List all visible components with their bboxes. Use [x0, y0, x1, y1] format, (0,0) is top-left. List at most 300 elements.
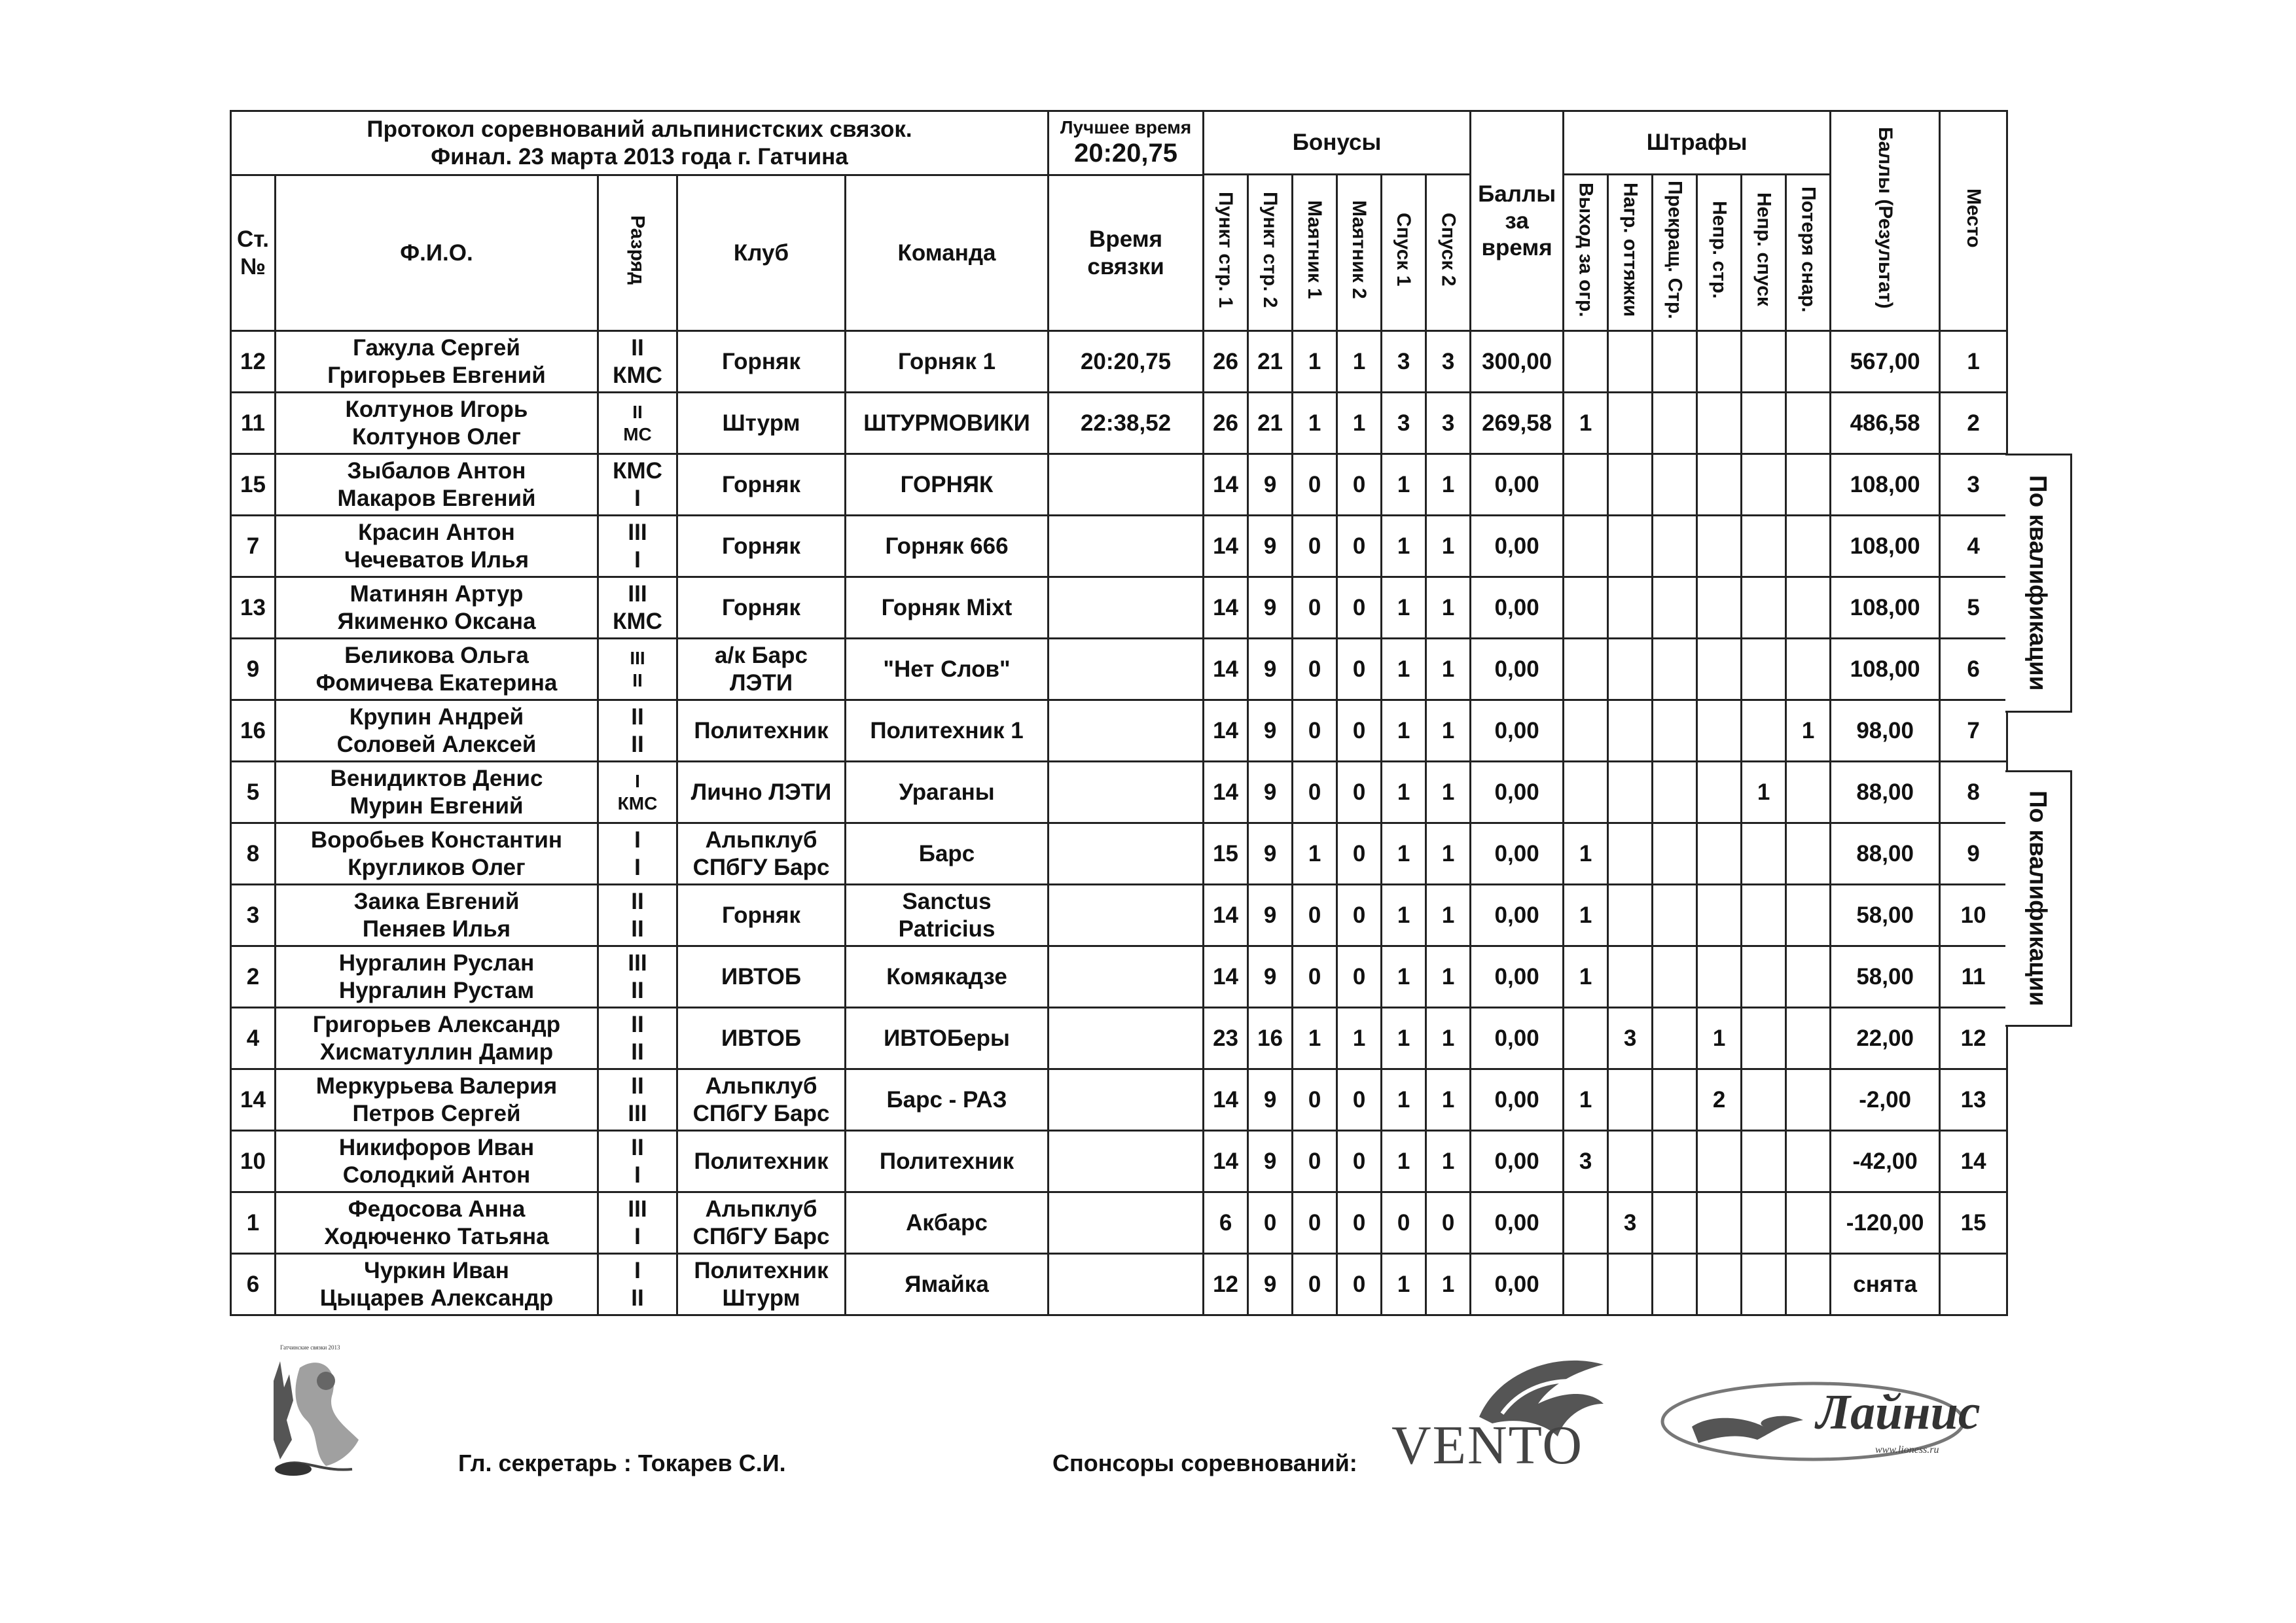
bonus-b3: 0 [1293, 700, 1337, 762]
rank-2: II [631, 916, 644, 942]
penalty-p4 [1697, 1131, 1742, 1192]
bonus-b2: 9 [1248, 946, 1293, 1008]
member-2: Нургалин Рустам [338, 977, 535, 1003]
bonus-b1: 14 [1204, 1069, 1248, 1131]
penalty-p3 [1653, 454, 1697, 516]
rank-2: I [634, 546, 641, 573]
bonus-b2: 9 [1248, 885, 1293, 946]
time-cell [1049, 762, 1204, 823]
bonus-b1: 14 [1204, 762, 1248, 823]
rank-1: III [628, 950, 647, 976]
bonus-b5: 1 [1382, 577, 1426, 639]
time-points-cell: 0,00 [1471, 639, 1564, 700]
time-cell [1049, 454, 1204, 516]
bonus-b5: 1 [1382, 823, 1426, 885]
result-cell: 98,00 [1831, 700, 1940, 762]
bonus-b1: 14 [1204, 454, 1248, 516]
bonus-b1: 23 [1204, 1008, 1248, 1069]
bonus-b1: 14 [1204, 946, 1248, 1008]
rank-1: III [628, 581, 647, 607]
place-cell: 10 [1940, 885, 2007, 946]
lines-wordmark: Лайнис [1816, 1385, 1981, 1440]
bonus-b2: 9 [1248, 454, 1293, 516]
club-name: Альпклуб СПбГУ Барс [692, 827, 830, 880]
rank-2: I [634, 854, 641, 880]
table-row [231, 1131, 2007, 1192]
bonus-b5: 3 [1382, 331, 1426, 393]
bonus-b6: 1 [1426, 885, 1471, 946]
time-points-cell: 0,00 [1471, 1069, 1564, 1131]
bonus-b6: 1 [1426, 700, 1471, 762]
secretary-signature: Гл. секретарь : Токарев С.И. [458, 1450, 786, 1476]
member-2: Петров Сергей [352, 1100, 521, 1126]
penalty-p6 [1786, 1254, 1831, 1315]
result-cell: 567,00 [1831, 331, 1940, 393]
start-number: 14 [231, 1069, 276, 1131]
col-time: Время связки [1049, 175, 1204, 331]
results-body [231, 331, 2007, 1315]
member-2: Пеняев Илья [362, 916, 511, 942]
table-row [231, 946, 2007, 1008]
penalty-p5 [1742, 1069, 1786, 1131]
club-cell [677, 762, 846, 823]
table-row [231, 762, 2007, 823]
place-cell: 4 [1940, 516, 2007, 577]
penalty-p2 [1608, 639, 1653, 700]
penalty-p5 [1742, 885, 1786, 946]
team-name: Горняк 666 [885, 533, 1009, 559]
penalty-p6 [1786, 393, 1831, 454]
penalty-p5 [1742, 454, 1786, 516]
rank-1: КМС [613, 458, 662, 484]
penalty-p5 [1742, 946, 1786, 1008]
team-name: ГОРНЯК [900, 471, 994, 497]
col-team: Команда [846, 175, 1049, 331]
team-members [276, 454, 598, 516]
bonus-b2: 9 [1248, 823, 1293, 885]
club-name: Политехник [694, 1148, 829, 1174]
result-cell: снята [1831, 1254, 1940, 1315]
bonus-b2: 21 [1248, 393, 1293, 454]
bonus-b4: 0 [1337, 1069, 1382, 1131]
club-cell [677, 454, 846, 516]
bonus-b4: 0 [1337, 885, 1382, 946]
time-cell [1049, 700, 1204, 762]
member-1: Заика Евгений [353, 889, 520, 915]
rank-2: I [634, 1223, 641, 1249]
penalty-p3 [1653, 762, 1697, 823]
penalty-p3 [1653, 516, 1697, 577]
rank-cell [598, 393, 677, 454]
penalty-p4: 1 [1697, 1008, 1742, 1069]
bonus-b2: 9 [1248, 1069, 1293, 1131]
col-result: Баллы (Результат) [1831, 111, 1940, 331]
penalty-p6 [1786, 1069, 1831, 1131]
penalty-p6: 1 [1786, 700, 1831, 762]
penalty-p1: 1 [1564, 393, 1608, 454]
time-points-cell: 0,00 [1471, 1008, 1564, 1069]
bonus-b5: 1 [1382, 454, 1426, 516]
penalty-p1 [1564, 1254, 1608, 1315]
club-cell [677, 1131, 846, 1192]
place-cell: 8 [1940, 762, 2007, 823]
rank-2: КМС [617, 793, 658, 813]
member-2: Кругликов Олег [348, 854, 526, 880]
table-row [231, 1069, 2007, 1131]
club-cell [677, 885, 846, 946]
penalty-p6 [1786, 1131, 1831, 1192]
team-name: Политехник [879, 1148, 1014, 1174]
club-name: Политехник [694, 717, 829, 743]
penalty-p4 [1697, 454, 1742, 516]
penalty-p1 [1564, 700, 1608, 762]
penalty-p3 [1653, 1254, 1697, 1315]
place-cell: 9 [1940, 823, 2007, 885]
member-2: Солодкий Антон [342, 1162, 531, 1188]
table-row [231, 577, 2007, 639]
bonus-b2: 9 [1248, 639, 1293, 700]
team-name: Барс [918, 840, 975, 866]
rank-1: II [631, 704, 644, 730]
bonus-b5: 1 [1382, 885, 1426, 946]
bonus-b4: 0 [1337, 762, 1382, 823]
time-points-cell: 0,00 [1471, 762, 1564, 823]
bonus-b6: 1 [1426, 577, 1471, 639]
rank-1: II [631, 335, 644, 361]
penalties-header: Штрафы [1564, 111, 1831, 175]
club-cell [677, 516, 846, 577]
bonus-b1: 14 [1204, 1131, 1248, 1192]
member-2: Цыцарев Александр [319, 1285, 554, 1311]
place-cell: 14 [1940, 1131, 2007, 1192]
penalty-p4 [1697, 823, 1742, 885]
start-number: 9 [231, 639, 276, 700]
result-cell: 108,00 [1831, 516, 1940, 577]
team-name: Политехник 1 [870, 717, 1024, 743]
rank-2: I [634, 1162, 641, 1188]
best-time-cell [1049, 111, 1204, 175]
time-cell [1049, 823, 1204, 885]
bonus-b4: 0 [1337, 1254, 1382, 1315]
club-cell [677, 1254, 846, 1315]
bonus-b3: 0 [1293, 1131, 1337, 1192]
bonus-b4: 1 [1337, 1008, 1382, 1069]
team-name: Ямайка [905, 1271, 989, 1297]
result-cell: 486,58 [1831, 393, 1940, 454]
member-1: Зыбалов Антон [347, 458, 526, 484]
bonus-b5: 1 [1382, 700, 1426, 762]
start-number: 6 [231, 1254, 276, 1315]
penalty-p4 [1697, 516, 1742, 577]
penalty-p5 [1742, 393, 1786, 454]
penalty-p3 [1653, 946, 1697, 1008]
club-cell [677, 1192, 846, 1254]
team-cell [846, 639, 1049, 700]
club-name: ИВТОБ [721, 963, 801, 990]
penalty-p2 [1608, 823, 1653, 885]
bonus-b5: 1 [1382, 762, 1426, 823]
club-name: Горняк [722, 533, 800, 559]
bonus-b3: 1 [1293, 393, 1337, 454]
team-cell [846, 331, 1049, 393]
team-name: "Нет Слов" [883, 656, 1011, 682]
bonus-b3: 0 [1293, 454, 1337, 516]
table-row [231, 1008, 2007, 1069]
start-number: 11 [231, 393, 276, 454]
result-cell: 58,00 [1831, 885, 1940, 946]
team-members [276, 1254, 598, 1315]
col-p6: Потеря снар. [1786, 175, 1831, 331]
club-cell [677, 1069, 846, 1131]
time-points-cell: 0,00 [1471, 946, 1564, 1008]
penalty-p4: 2 [1697, 1069, 1742, 1131]
bonus-b5: 1 [1382, 1069, 1426, 1131]
member-2: Фомичева Екатерина [315, 669, 558, 696]
club-name: Горняк [722, 471, 800, 497]
member-2: Хисматуллин Дамир [319, 1039, 554, 1065]
time-cell [1049, 516, 1204, 577]
result-cell: 108,00 [1831, 577, 1940, 639]
member-1: Никифоров Иван [338, 1135, 535, 1161]
team-members [276, 1008, 598, 1069]
col-b6: Спуск 2 [1426, 175, 1471, 331]
time-cell [1049, 1192, 1204, 1254]
club-name: Политехник Штурм [694, 1258, 829, 1311]
bonus-b6: 1 [1426, 1254, 1471, 1315]
rank-cell [598, 762, 677, 823]
team-cell [846, 516, 1049, 577]
bonus-b6: 3 [1426, 331, 1471, 393]
start-number: 13 [231, 577, 276, 639]
rank-1: III [630, 648, 645, 669]
penalty-p6 [1786, 885, 1831, 946]
penalty-p2 [1608, 700, 1653, 762]
result-cell: 22,00 [1831, 1008, 1940, 1069]
penalty-p1: 1 [1564, 823, 1608, 885]
time-points-cell: 0,00 [1471, 700, 1564, 762]
member-2: Макаров Евгений [337, 485, 536, 511]
col-b2: Пункт стр. 2 [1248, 175, 1293, 331]
time-cell [1049, 1008, 1204, 1069]
bonus-b5: 1 [1382, 1008, 1426, 1069]
time-points-cell: 0,00 [1471, 1254, 1564, 1315]
place-cell: 3 [1940, 454, 2007, 516]
rank-cell [598, 516, 677, 577]
team-name: Sanctus Patricius [898, 889, 996, 942]
penalty-p6 [1786, 577, 1831, 639]
penalty-p3 [1653, 393, 1697, 454]
bonus-b4: 0 [1337, 700, 1382, 762]
title-line-1: Протокол соревнований альпинистских связок. [367, 116, 912, 143]
col-b4: Маятник 2 [1337, 175, 1382, 331]
bonus-b2: 9 [1248, 762, 1293, 823]
penalty-p3 [1653, 885, 1697, 946]
member-1: Нургалин Руслан [338, 950, 535, 976]
time-points-cell: 0,00 [1471, 516, 1564, 577]
member-2: Соловей Алексей [336, 731, 537, 757]
rank-cell [598, 946, 677, 1008]
member-1: Воробьев Константин [310, 827, 563, 853]
rank-cell [598, 885, 677, 946]
result-cell: 108,00 [1831, 639, 1940, 700]
penalty-p5: 1 [1742, 762, 1786, 823]
protocol-sheet [230, 110, 2005, 1340]
team-cell [846, 1131, 1049, 1192]
team-name: Барс - РАЗ [886, 1086, 1007, 1113]
place-cell: 11 [1940, 946, 2007, 1008]
penalty-p4 [1697, 885, 1742, 946]
bonus-b4: 1 [1337, 393, 1382, 454]
place-cell: 15 [1940, 1192, 2007, 1254]
rank-cell [598, 454, 677, 516]
bonus-b6: 1 [1426, 762, 1471, 823]
qualification-note-1: По квалификации [2005, 454, 2072, 713]
bonus-b4: 0 [1337, 1192, 1382, 1254]
club-cell [677, 946, 846, 1008]
table-row [231, 1254, 2007, 1315]
start-number: 10 [231, 1131, 276, 1192]
rank-2: МС [623, 423, 652, 444]
bonus-b3: 0 [1293, 946, 1337, 1008]
start-number: 4 [231, 1008, 276, 1069]
penalty-p4 [1697, 393, 1742, 454]
bonus-b3: 0 [1293, 885, 1337, 946]
sponsors-label: Спонсоры соревнований: [1052, 1450, 1357, 1476]
penalty-p2 [1608, 1254, 1653, 1315]
penalty-p3 [1653, 1069, 1697, 1131]
penalty-p4 [1697, 639, 1742, 700]
penalty-p1 [1564, 331, 1608, 393]
col-time-points: Баллы за время [1471, 111, 1564, 331]
col-b3: Маятник 1 [1293, 175, 1337, 331]
member-1: Красин Антон [358, 520, 515, 546]
bonus-b1: 14 [1204, 639, 1248, 700]
team-cell [846, 577, 1049, 639]
penalty-p6 [1786, 639, 1831, 700]
protocol-title [231, 111, 1049, 175]
start-number: 15 [231, 454, 276, 516]
time-points-cell: 0,00 [1471, 454, 1564, 516]
team-name: Комякадзе [886, 963, 1007, 990]
rank-1: II [632, 402, 643, 423]
penalty-p6 [1786, 823, 1831, 885]
event-emblem-logo [260, 1342, 380, 1482]
rank-1: III [628, 1196, 647, 1222]
penalty-p2 [1608, 946, 1653, 1008]
member-1: Беликова Ольга [344, 643, 529, 669]
club-cell [677, 700, 846, 762]
member-1: Гажула Сергей [353, 335, 520, 361]
bonus-b2: 16 [1248, 1008, 1293, 1069]
team-name: Ураганы [899, 779, 995, 805]
club-cell [677, 577, 846, 639]
header-row-1 [231, 111, 2007, 175]
penalty-p5 [1742, 700, 1786, 762]
rank-1: II [631, 1012, 644, 1038]
col-p4: Непр. стр. [1697, 175, 1742, 331]
start-number: 3 [231, 885, 276, 946]
bonus-b6: 3 [1426, 393, 1471, 454]
table-row [231, 823, 2007, 885]
penalty-p2 [1608, 516, 1653, 577]
penalty-p6 [1786, 454, 1831, 516]
team-members [276, 577, 598, 639]
team-cell [846, 1069, 1049, 1131]
club-name: Альпклуб СПбГУ Барс [692, 1073, 830, 1126]
col-p2: Нагр. оттяжки [1608, 175, 1653, 331]
place-cell: 5 [1940, 577, 2007, 639]
rank-2: II [631, 977, 644, 1003]
club-name: Горняк [722, 348, 800, 374]
bonus-b1: 12 [1204, 1254, 1248, 1315]
penalty-p1: 1 [1564, 946, 1608, 1008]
bonus-b2: 9 [1248, 577, 1293, 639]
penalty-p2 [1608, 762, 1653, 823]
bonus-b6: 1 [1426, 1069, 1471, 1131]
penalty-p3 [1653, 1192, 1697, 1254]
table-row [231, 516, 2007, 577]
time-cell: 22:38,52 [1049, 393, 1204, 454]
bonus-b5: 1 [1382, 516, 1426, 577]
bonus-b5: 1 [1382, 639, 1426, 700]
col-b1: Пункт стр. 1 [1204, 175, 1248, 331]
member-1: Венидиктов Денис [330, 766, 543, 792]
table-row [231, 885, 2007, 946]
penalty-p1 [1564, 577, 1608, 639]
penalty-p2: 3 [1608, 1008, 1653, 1069]
rank-1: I [634, 827, 641, 853]
result-cell: -2,00 [1831, 1069, 1940, 1131]
club-name: Горняк [722, 594, 800, 620]
team-cell [846, 1008, 1049, 1069]
place-cell: 6 [1940, 639, 2007, 700]
rank-2: III [628, 1100, 647, 1126]
rank-1: I [635, 771, 640, 792]
result-cell: -42,00 [1831, 1131, 1940, 1192]
time-points-cell: 0,00 [1471, 1131, 1564, 1192]
best-time-value: 20:20,75 [1074, 139, 1177, 168]
penalty-p4 [1697, 577, 1742, 639]
place-cell: 2 [1940, 393, 2007, 454]
bonus-b6: 1 [1426, 516, 1471, 577]
penalty-p3 [1653, 577, 1697, 639]
penalty-p4 [1697, 331, 1742, 393]
table-row [231, 1192, 2007, 1254]
penalty-p4 [1697, 700, 1742, 762]
penalty-p3 [1653, 1131, 1697, 1192]
team-name: Горняк 1 [897, 348, 996, 374]
result-cell: 88,00 [1831, 762, 1940, 823]
member-2: Мурин Евгений [350, 793, 524, 819]
team-members [276, 700, 598, 762]
team-name: Горняк Mixt [881, 594, 1013, 620]
bonus-b2: 9 [1248, 1254, 1293, 1315]
rank-2: КМС [613, 362, 662, 388]
col-b5: Спуск 1 [1382, 175, 1426, 331]
member-1: Чуркин Иван [364, 1258, 509, 1284]
col-rank: Разряд [598, 175, 677, 331]
penalty-p6 [1786, 946, 1831, 1008]
penalty-p4 [1697, 1192, 1742, 1254]
time-points-cell: 300,00 [1471, 331, 1564, 393]
time-cell [1049, 885, 1204, 946]
penalty-p3 [1653, 823, 1697, 885]
results-table [230, 110, 2008, 1316]
bonus-b1: 14 [1204, 516, 1248, 577]
penalty-p1: 3 [1564, 1131, 1608, 1192]
col-p3: Прекращ. Стр. [1653, 175, 1697, 331]
rank-cell [598, 639, 677, 700]
